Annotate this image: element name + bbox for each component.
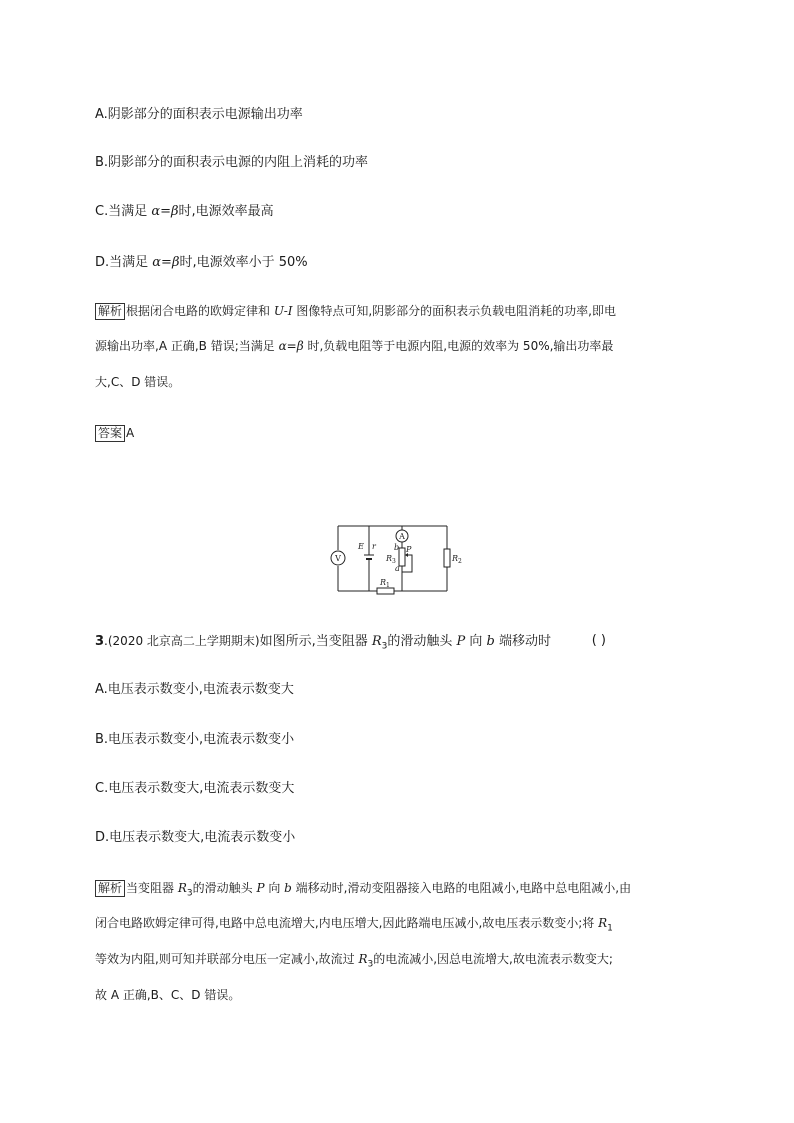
resistor-r1-label: $R_1$ <box>380 578 390 589</box>
explanation-math: R <box>177 881 187 895</box>
explanation-text: 的电流减小,因总电流增大,故电流表示数变大; <box>373 952 613 966</box>
option-b: B.阴影部分的面积表示电源的内阻上消耗的功率 <box>95 155 369 170</box>
q2-answer <box>95 424 700 442</box>
option-c-text-post: 时,电源效率最高 <box>178 204 274 219</box>
option-d <box>95 254 308 272</box>
explanation-math: α=β <box>278 339 304 353</box>
explanation-text: 根据闭合电路的欧姆定律和 <box>126 304 274 318</box>
ammeter-label: A <box>399 532 405 541</box>
explanation-math: U-I <box>273 304 293 318</box>
option-d-math: α=β <box>152 255 180 270</box>
question-number: 3 <box>95 634 105 649</box>
q3-option-c: C.电压表示数变大,电流表示数变大 <box>95 781 295 796</box>
option-d-text-post: 时,电源效率小于 50% <box>179 255 308 270</box>
explanation-tag: 解析 <box>95 303 125 320</box>
question-source: .(2020 北京高二上学期期末) <box>104 634 260 648</box>
rheostat-r3-label: $R_3$ <box>386 554 396 565</box>
terminal-b-label: b <box>394 543 400 552</box>
explanation-math: R <box>598 916 608 930</box>
explanation-text: 等效为内阻,则可知并联部分电压一定减小,故流过 <box>95 952 359 966</box>
explanation-math: P <box>256 881 265 895</box>
q2-explanation-line-2 <box>95 337 700 355</box>
q3-explanation-line-1 <box>95 879 700 902</box>
terminal-a-label: a <box>395 564 400 573</box>
explanation-text: 向 <box>264 881 285 895</box>
option-d-text-pre: D.当满足 <box>95 255 153 270</box>
option-c <box>95 203 274 221</box>
explanation-math-sub: 3 <box>186 888 193 899</box>
explanation-math: b <box>284 881 292 895</box>
q3-option-b: B.电压表示数变小,电流表示数变小 <box>95 732 295 747</box>
resistor-r2-label: $R_2$ <box>452 554 462 565</box>
q2-explanation-line-1 <box>95 302 700 320</box>
explanation-tag: 解析 <box>95 880 125 897</box>
explanation-text: 源输出功率,A 正确,B 错误;当满足 <box>95 339 279 353</box>
question-text: 的滑动触头 <box>387 634 457 649</box>
explanation-text: 端移动时,滑动变阻器接入电路的电阻减小,电路中总电阻减小,由 <box>291 881 632 895</box>
answer-tag: 答案 <box>95 425 125 442</box>
option-c-text-pre: C.当满足 <box>95 204 152 219</box>
explanation-math-sub: 1 <box>607 923 613 934</box>
rheostat-r3 <box>399 548 405 566</box>
q3-stem <box>95 632 700 656</box>
circuit-diagram <box>330 519 470 597</box>
q3-explanation-line-4: 故 A 正确,B、C、D 错误。 <box>95 988 241 1002</box>
question-text: 端移动时 <box>494 634 552 649</box>
resistor-r2 <box>444 549 450 567</box>
explanation-text: 闭合电路欧姆定律可得,电路中总电流增大,内电压增大,因此路端电压减小,故电压表示数变小;将 <box>95 916 599 930</box>
q3-option-a: A.电压表示数变小,电流表示数变大 <box>95 682 294 697</box>
slider-p-label: P <box>406 545 412 554</box>
q3-explanation-line-3 <box>95 950 700 973</box>
question-math: P <box>456 634 466 649</box>
option-c-math: α=β <box>151 204 179 219</box>
explanation-math-sub: 3 <box>367 959 374 970</box>
question-math: R <box>371 634 382 649</box>
answer-value: A <box>126 426 135 440</box>
explanation-text: 图像特点可知,阴影部分的面积表示负载电阻消耗的功率,即电 <box>292 304 616 318</box>
answer-bracket: ( ) <box>591 633 606 648</box>
explanation-text: 时,负载电阻等于电源内阻,电源的效率为 50%,输出功率最 <box>303 339 614 353</box>
question-text: 向 <box>465 634 487 649</box>
emf-label: E <box>358 542 364 551</box>
explanation-text: 当变阻器 <box>126 881 178 895</box>
internal-resistance-label: r <box>372 542 376 551</box>
voltmeter-label: V <box>335 554 341 563</box>
explanation-math: R <box>358 952 368 966</box>
q3-explanation-line-2 <box>95 914 700 937</box>
question-math: b <box>486 634 495 649</box>
option-a: A.阴影部分的面积表示电源输出功率 <box>95 107 303 122</box>
q3-option-d: D.电压表示数变大,电流表示数变小 <box>95 830 296 845</box>
question-text: 如图所示,当变阻器 <box>259 634 372 649</box>
q2-explanation-line-3: 大,C、D 错误。 <box>95 375 181 389</box>
question-math-sub: 3 <box>381 641 388 652</box>
explanation-text: 的滑动触头 <box>192 881 257 895</box>
